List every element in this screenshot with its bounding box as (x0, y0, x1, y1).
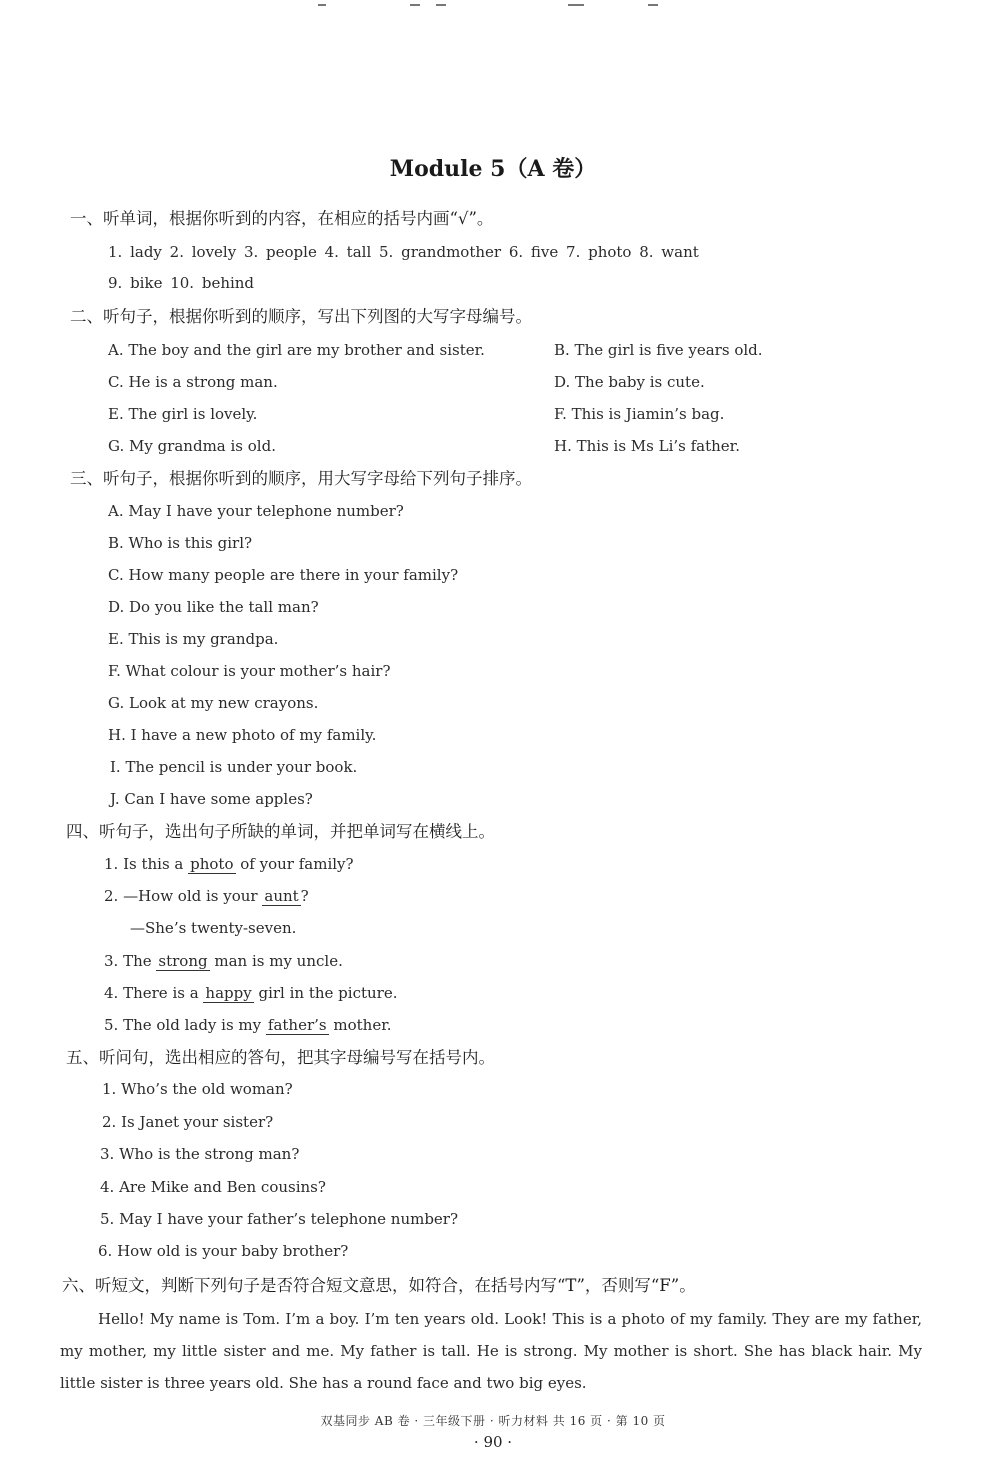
item-text: man is my uncle. (209, 952, 343, 970)
answer-blank: photo (190, 855, 234, 873)
section-2-item-d: D. The baby is cute. (554, 373, 705, 391)
section-5-heading: 五、听问句，选出相应的答句，把其字母编号写在括号内。 (66, 1048, 495, 1067)
section-2-row (108, 372, 705, 392)
section-2-item-b: B. The girl is five years old. (554, 341, 763, 359)
item-text: 4. There is a (104, 984, 204, 1002)
section-5-item: 1. Who’s the old woman? (102, 1080, 293, 1098)
section-3-heading: 三、听句子，根据你听到的顺序，用大写字母给下列句子排序。 (70, 469, 532, 488)
section-4-item-2-reply: —She’s twenty-seven. (130, 919, 297, 937)
top-scan-marks (0, 2, 986, 10)
page-footer: 双基同步 AB 卷 · 三年级下册 · 听力材料 共 16 页 · 第 10 页 (320, 1414, 666, 1428)
section-2-item-f: F. This is Jiamin’s bag. (554, 405, 725, 423)
section-3-item: F. What colour is your mother’s hair? (108, 662, 391, 680)
section-5-item: 5. May I have your father’s telephone number? (100, 1210, 459, 1228)
section-3-item: J. Can I have some apples? (110, 790, 313, 808)
section-5-item: 4. Are Mike and Ben cousins? (100, 1178, 326, 1196)
section-3-item: B. Who is this girl? (108, 534, 253, 552)
section-3-item: G. Look at my new crayons. (108, 694, 319, 712)
section-3-item: D. Do you like the tall man? (108, 598, 319, 616)
section-4-item-5 (104, 1015, 392, 1035)
section-2-row (108, 436, 740, 456)
section-6-heading: 六、听短文，判断下列句子是否符合短文意思，如符合，在括号内写“T”，否则写“F”。 (62, 1276, 696, 1295)
section-4-item-4 (104, 983, 398, 1003)
section-2-item-h: H. This is Ms Li’s father. (554, 437, 740, 455)
section-3-item: E. This is my grandpa. (108, 630, 279, 648)
answer-blank: happy (205, 984, 252, 1002)
section-5-item: 2. Is Janet your sister? (102, 1113, 274, 1131)
answer-blank: father’s (267, 1016, 327, 1034)
section-6-paragraph: Hello! My name is Tom. I’m a boy. I’m ten years old. Look! This is a photo of my family. They are my father, my mother, my little sister and me. My father is tall. He is strong. My mother is short. She has black hair. My little sister is three years old. She has a round face and two big eyes. (60, 1310, 922, 1392)
section-2-row (108, 404, 725, 424)
item-text: mother. (328, 1016, 392, 1034)
section-5-item: 6. How old is your baby brother? (98, 1242, 349, 1260)
item-text: ? (300, 887, 309, 905)
answer-blank: aunt (264, 887, 299, 905)
section-3-item: H. I have a new photo of my family. (108, 726, 377, 744)
section-1-line-1: 1. lady 2. lovely 3. people 4. tall 5. grandmother 6. five 7. photo 8. want (108, 243, 699, 261)
section-2-heading: 二、听句子，根据你听到的顺序，写出下列图的大写字母编号。 (70, 307, 532, 326)
item-text: 2. —How old is your (104, 887, 263, 905)
section-1-heading: 一、听单词，根据你听到的内容，在相应的括号内画“√”。 (70, 209, 494, 228)
section-2-item-g: G. My grandma is old. (108, 437, 276, 455)
section-5-item: 3. Who is the strong man? (100, 1145, 300, 1163)
section-1-line-2: 9. bike 10. behind (108, 274, 255, 292)
item-text: of your family? (235, 855, 354, 873)
section-2-row (108, 340, 763, 360)
page-title: Module 5（A 卷） (389, 156, 597, 182)
item-text: 1. Is this a (104, 855, 189, 873)
item-text: 3. The (104, 952, 157, 970)
section-3-item: I. The pencil is under your book. (110, 758, 358, 776)
section-2-item-e: E. The girl is lovely. (108, 405, 258, 423)
section-4-heading: 四、听句子，选出句子所缺的单词，并把单词写在横线上。 (66, 822, 495, 841)
item-text: 5. The old lady is my (104, 1016, 266, 1034)
section-3-item: C. How many people are there in your family? (108, 566, 459, 584)
section-3-item: A. May I have your telephone number? (108, 502, 404, 520)
answer-blank: strong (158, 952, 208, 970)
section-2-item-c: C. He is a strong man. (108, 373, 278, 391)
section-4-item-1 (104, 854, 354, 874)
section-4-item-3 (104, 951, 343, 971)
item-text: girl in the picture. (253, 984, 398, 1002)
section-2-item-a: A. The boy and the girl are my brother and sister. (108, 341, 485, 359)
page-number: · 90 · (473, 1433, 513, 1451)
section-4-item-2 (104, 886, 309, 906)
